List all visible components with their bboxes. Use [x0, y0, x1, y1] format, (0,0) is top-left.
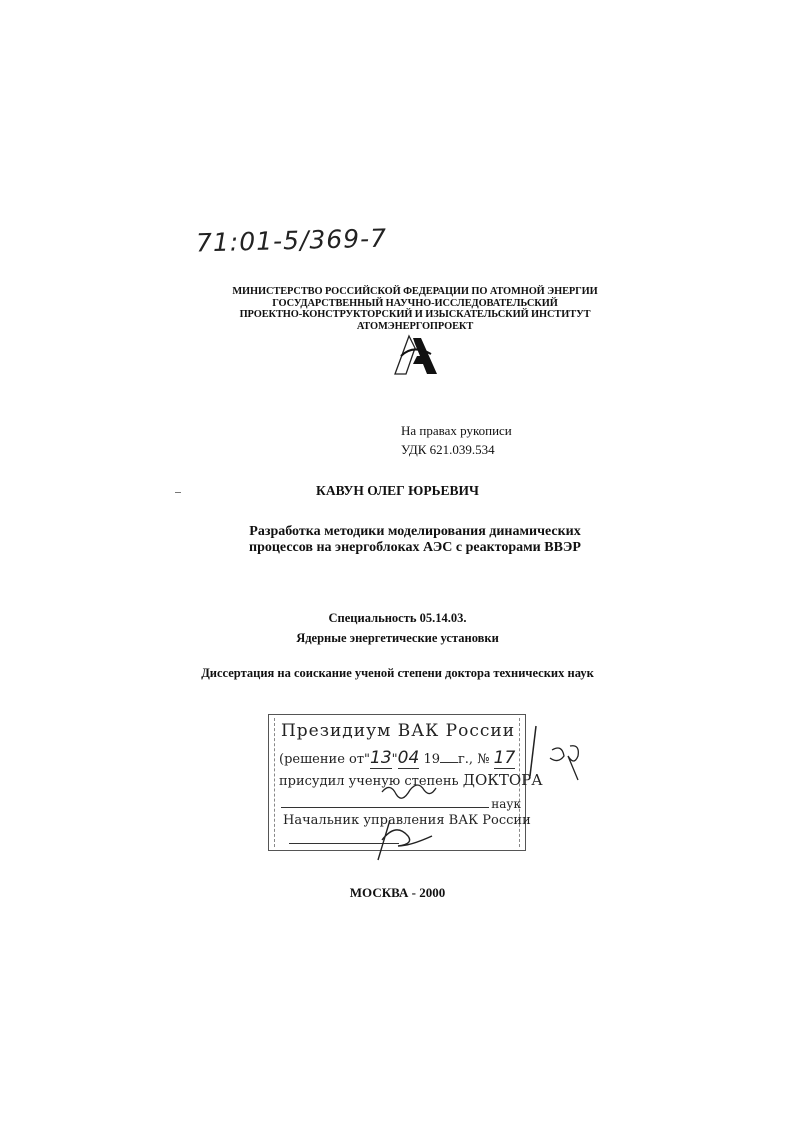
stamp-signature-line — [289, 843, 399, 844]
handwritten-catalog-code: 71:01-5/369-7 — [195, 223, 388, 258]
title-line-2: процессов на энергоблоках АЭС с реакторами ВВЭР — [249, 540, 581, 555]
specialty-name: Ядерные энергетические установки — [296, 631, 499, 645]
udc-code: УДК 621.039.534 — [401, 442, 495, 457]
atomenergoproekt-logo-icon — [391, 334, 439, 376]
stamp-number: 17 — [493, 748, 516, 768]
stamp-month: 04 — [397, 748, 420, 768]
ministry-line-4: АТОМЭНЕРГОПРОЕКТ — [356, 320, 474, 332]
stamp-decision-prefix: (решение от" — [279, 752, 371, 767]
stamp-degree: ДОКТОРА — [462, 771, 543, 789]
title-line-1: Разработка методики моделирования динамических — [249, 524, 581, 539]
stamp-day: 13 — [370, 748, 392, 768]
dissertation-title — [200, 524, 630, 556]
manuscript-rights: На правах рукописи — [401, 423, 512, 438]
vak-stamp — [268, 714, 543, 851]
ministry-line-3: ПРОЕКТНО-КОНСТРУКТОРСКИЙ И ИЗЫСКАТЕЛЬСКИЙ ИНСТИТУТ — [239, 309, 591, 321]
stamp-decision: (решение от"13"04 19 г., № 17 — [279, 748, 516, 768]
stamp-sciences-line — [281, 807, 489, 808]
stamp-sciences: наук — [491, 797, 521, 811]
stamp-title: Президиум ВАК России — [280, 721, 516, 741]
specialty-code: Специальность 05.14.03. — [328, 611, 467, 625]
stamp-awarded-label: присудил ученую степень — [279, 774, 459, 789]
stamp-awarded — [279, 771, 543, 789]
city-year: МОСКВА - 2000 — [349, 885, 446, 900]
stamp-year-prefix: 19 — [423, 752, 440, 767]
ministry-line-2: ГОСУДАРСТВЕННЫЙ НАУЧНО-ИССЛЕДОВАТЕЛЬСКИЙ — [272, 297, 558, 309]
degree-statement: Диссертация на соискание ученой степени доктора технических наук — [201, 666, 594, 680]
ministry-line-1: МИНИСТЕРСТВО РОССИЙСКОЙ ФЕДЕРАЦИИ ПО АТОМНОЙ ЭНЕРГИИ — [232, 286, 598, 297]
author-name: КАВУН ОЛЕГ ЮРЬЕВИЧ — [316, 483, 479, 498]
stamp-head: Начальник управления ВАК России — [283, 813, 531, 828]
specialty-block — [0, 608, 795, 648]
stamp-year-suffix: г., № — [457, 752, 490, 767]
ministry-header — [200, 286, 630, 332]
